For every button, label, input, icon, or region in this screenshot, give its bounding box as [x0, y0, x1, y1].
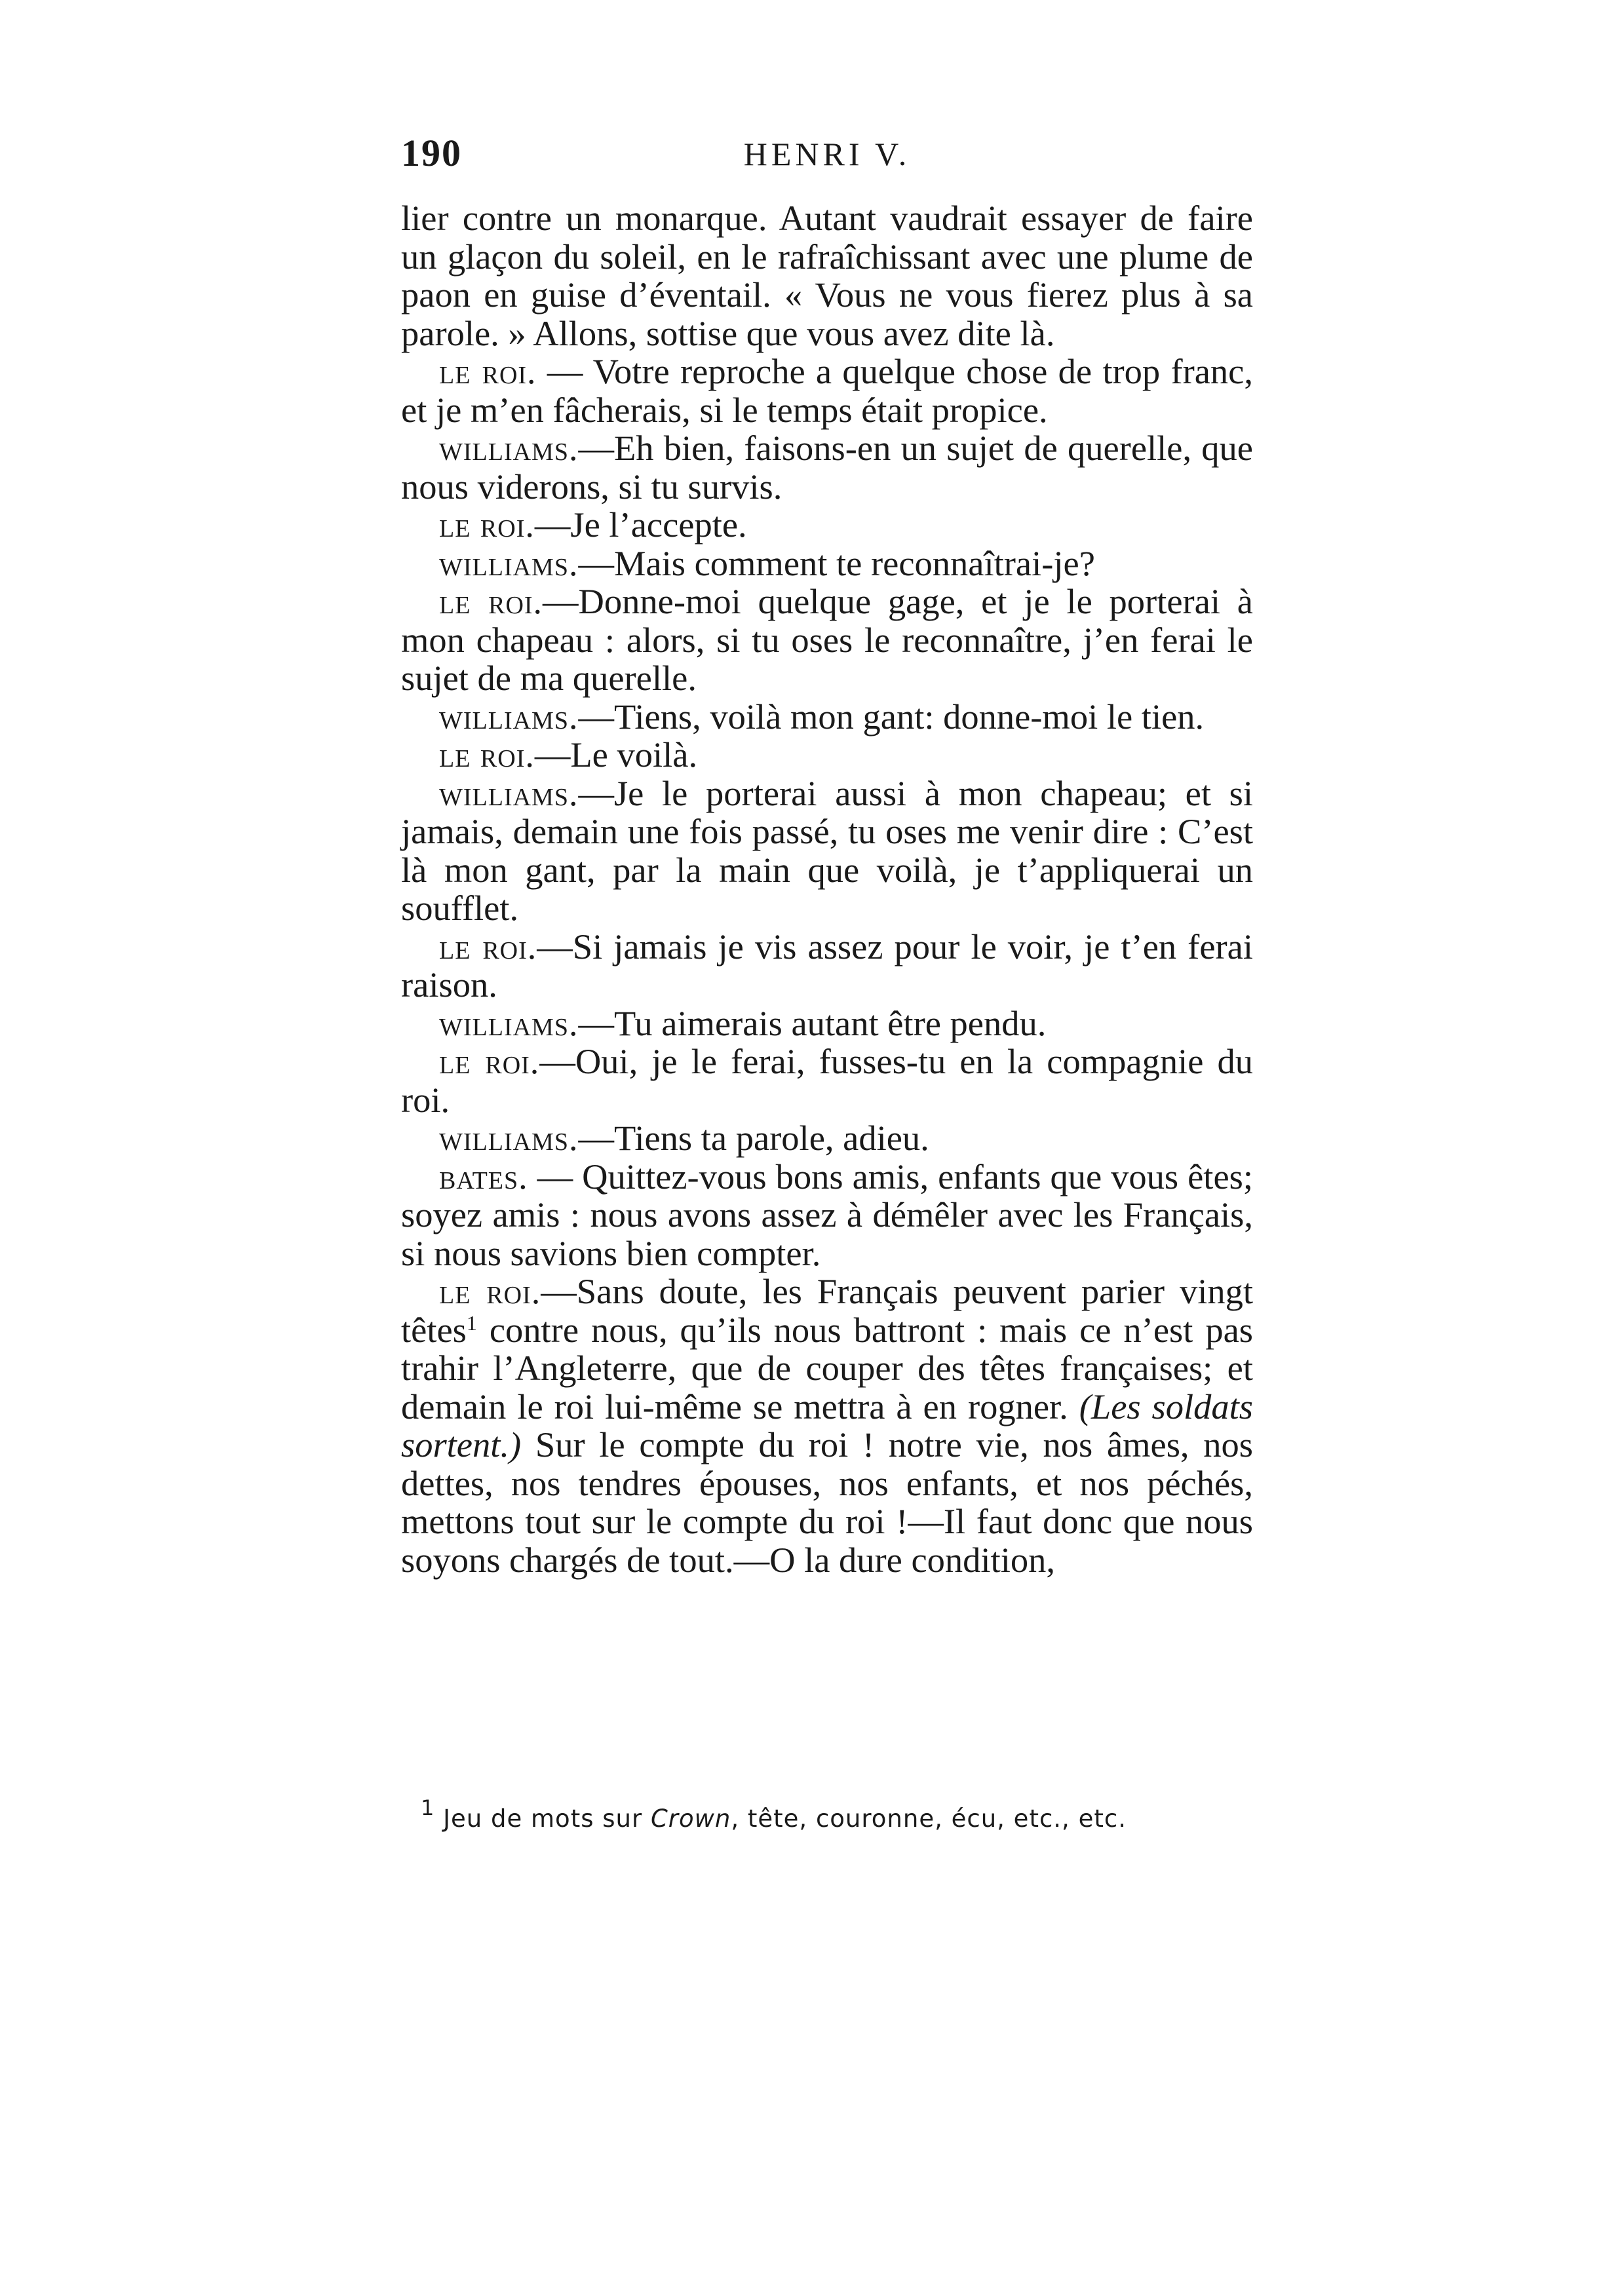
footnote-term: Crown [650, 1805, 731, 1833]
speech-paragraph [401, 1004, 1253, 1043]
speech-dash: — [578, 428, 614, 468]
speech-text: Je le porterai aussi à mon chapeau; et si jamais, demain une fois passé, tu oses me venir dire : C’est là mon gant, par la main que voilà, je t’appliquerai un soufflet. [401, 773, 1253, 928]
speech-dash: — [578, 696, 614, 737]
speech-dash: — [534, 735, 571, 775]
speech-paragraph [401, 775, 1253, 928]
speaker-name: williams. [439, 429, 579, 468]
speaker-name: le roi. [439, 352, 537, 391]
body-text [401, 199, 1253, 1579]
speech-text: Eh bien, faisons-en un sujet de querelle, que nous viderons, si tu survis. [401, 428, 1253, 507]
speaker-name: le roi. [439, 582, 543, 621]
speaker-name: williams. [439, 543, 579, 583]
speech-text: Tu aimerais autant être pendu. [613, 1003, 1047, 1043]
speech-dash: — [528, 1156, 583, 1196]
speech-text: Tiens ta parole, adieu. [613, 1118, 929, 1158]
speech-paragraph [401, 928, 1253, 1004]
speech-paragraph [401, 353, 1253, 429]
speech-paragraph [401, 1043, 1253, 1119]
speech-paragraph [401, 545, 1253, 583]
stage-direction: (Les soldats sortent.) [401, 1386, 1254, 1464]
speech-text: contre nous, qu’ils nous battront : mais ce n’est pas trahir l’Angleterre, que de couper des têtes françaises; et demain le roi lui-même se mettra à en rogner. [401, 1309, 1253, 1426]
speech-text: Si jamais je vis assez pour le voir, je t’en ferai raison. [401, 926, 1253, 1004]
speech-dash: — [541, 1271, 577, 1311]
speech-text: Donne-moi quelque gage, et je le porterai à mon chapeau : alors, si tu oses le reconnaître, j’en ferai le sujet de ma querelle. [401, 581, 1253, 698]
speech-dash: — [537, 926, 573, 966]
speech-text: Sur le compte du roi ! notre vie, nos âmes, nos dettes, nos tendres épouses, nos enfants, et nos péchés, mettons tout sur le compte du roi !—Il faut donc que nous soyons chargés de tout.—O la dure condition, [401, 1425, 1253, 1580]
paragraph-text: lier contre un monarque. Autant vaudrait essayer de faire un glaçon du soleil, en le rafraîchissant avec une plume de paon en guise d’éventail. « Vous ne vous fierez plus à sa parole. » Allons, sottise que vous avez dite là. [401, 198, 1253, 353]
speech-dash: — [534, 505, 571, 545]
speaker-name: le roi. [439, 1272, 541, 1311]
footnote-reference: 1 [466, 1311, 477, 1335]
paragraph-continuation [401, 199, 1253, 353]
speech-paragraph [401, 1119, 1253, 1158]
page-header [401, 131, 1253, 203]
speech-paragraph [401, 583, 1253, 698]
speaker-name: le roi. [439, 1042, 540, 1081]
running-title: HENRI V. [743, 136, 911, 172]
footnote [421, 1795, 1260, 1833]
speaker-name: williams. [439, 697, 579, 737]
page-number: 190 [401, 132, 462, 174]
speech-dash: — [578, 773, 614, 813]
speech-dash: — [539, 1041, 575, 1081]
speaker-name: le roi. [439, 735, 535, 775]
speech-text: Quittez-vous bons amis, enfants que vous êtes; soyez amis : nous avons assez à démêler avec les Français, si nous savions bien compter. [401, 1156, 1253, 1273]
speech-text: Mais comment te reconnaîtrai-je? [613, 543, 1095, 583]
footnote-marker: 1 [421, 1795, 435, 1820]
speaker-name: williams. [439, 1003, 579, 1043]
speech-text: Le voilà. [570, 735, 698, 775]
speaker-name: le roi. [439, 505, 535, 545]
speech-paragraph [401, 429, 1253, 506]
speaker-name: williams. [439, 1119, 579, 1158]
speech-paragraph [401, 1158, 1253, 1273]
footnote-text: , tête, couronne, écu, etc., etc. [731, 1805, 1127, 1833]
speech-dash: — [536, 351, 593, 391]
speech-text: Votre reproche a quelque chose de trop franc, et je m’en fâcherais, si le temps était propice. [401, 351, 1253, 430]
speech-paragraph [401, 1272, 1253, 1579]
speech-text: Je l’accepte. [570, 505, 747, 545]
speech-dash: — [578, 1003, 614, 1043]
speech-paragraph [401, 698, 1253, 737]
book-page [401, 131, 1254, 1833]
speaker-name: le roi. [439, 927, 537, 966]
speech-text: Oui, je le ferai, fusses-tu en la compagnie du roi. [401, 1041, 1253, 1120]
speech-paragraph [401, 506, 1253, 545]
speaker-name: bates. [439, 1157, 528, 1196]
speech-text: Tiens, voilà mon gant: donne-moi le tien. [613, 696, 1205, 737]
speech-text: Sans doute, les Français peuvent parier vingt têtes [401, 1271, 1253, 1350]
speech-paragraph [401, 736, 1253, 775]
speech-dash: — [578, 543, 614, 583]
speaker-name: williams. [439, 773, 579, 813]
speech-dash: — [578, 1118, 614, 1158]
speech-dash: — [543, 581, 579, 621]
footnote-text: Jeu de mots sur [434, 1805, 651, 1833]
